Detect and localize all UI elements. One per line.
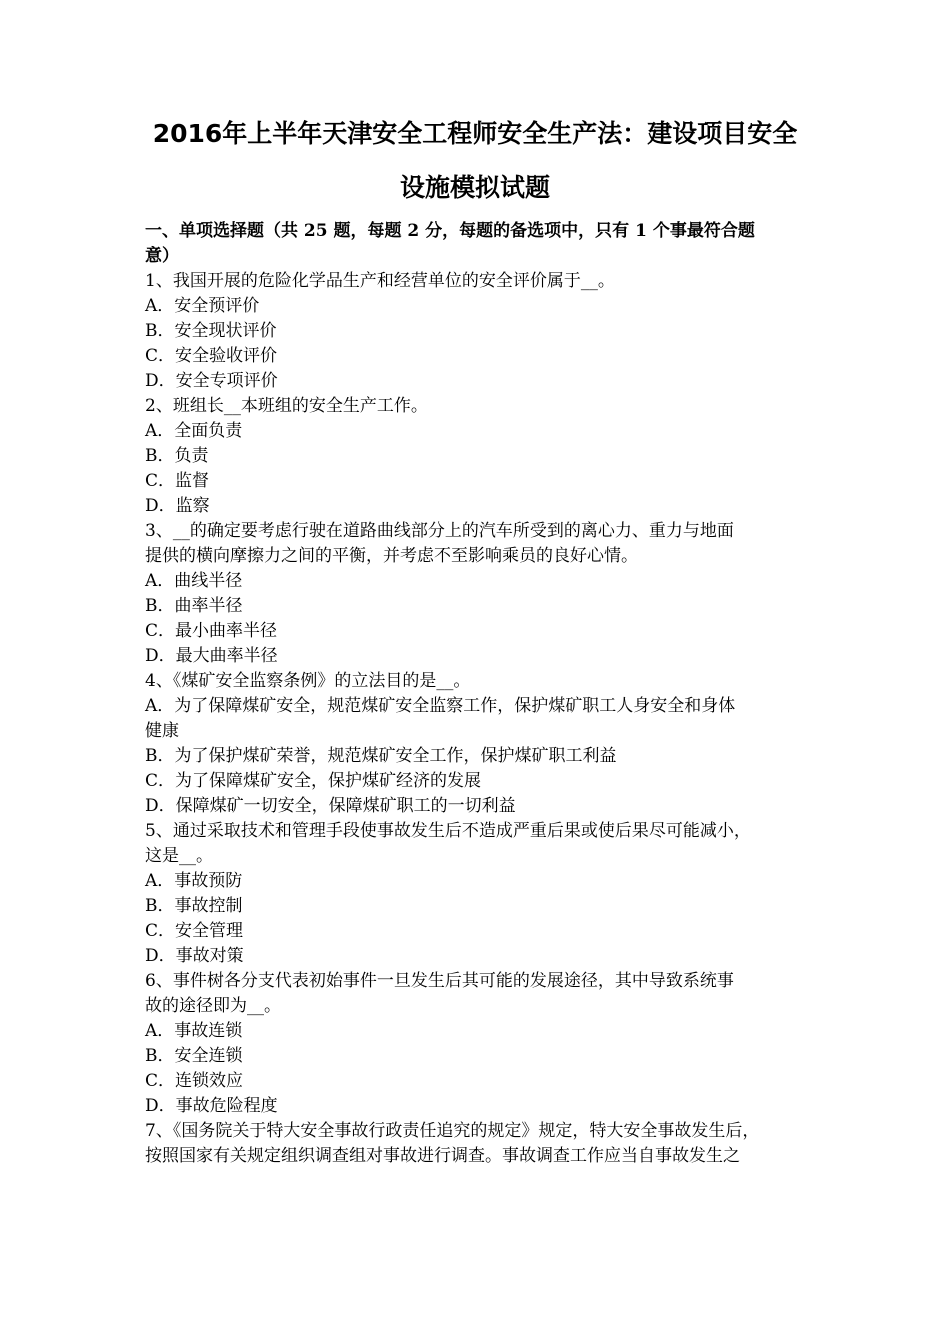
answer-option: C．连锁效应 bbox=[145, 1071, 244, 1091]
question-text: 6、事件树各分支代表初始事件一旦发生后其可能的发展途径，其中导致系统事 bbox=[145, 971, 734, 991]
question-text: 提供的横向摩擦力之间的平衡，并考虑不至影响乘员的良好心情。 bbox=[145, 546, 638, 566]
answer-option: B．安全现状评价 bbox=[145, 321, 277, 341]
answer-option: D．保障煤矿一切安全，保障煤矿职工的一切利益 bbox=[145, 796, 516, 816]
answer-option: 健康 bbox=[145, 721, 179, 741]
answer-option: B．负责 bbox=[145, 446, 209, 466]
answer-option: B．曲率半径 bbox=[145, 596, 243, 616]
answer-option: D．事故对策 bbox=[145, 946, 244, 966]
question-text: 7、《国务院关于特大安全事故行政责任追究的规定》规定，特大安全事故发生后， bbox=[145, 1121, 760, 1141]
answer-option: C．为了保障煤矿安全，保护煤矿经济的发展 bbox=[145, 771, 482, 791]
answer-option: D．监察 bbox=[145, 496, 210, 516]
question-6 bbox=[145, 969, 810, 1119]
question-text: 1、我国开展的危险化学品生产和经营单位的安全评价属于__。 bbox=[145, 271, 615, 291]
question-text: 4、《煤矿安全监察条例》的立法目的是__。 bbox=[145, 671, 471, 691]
answer-option: A．全面负责 bbox=[145, 421, 243, 441]
answer-option: A．安全预评价 bbox=[145, 296, 260, 316]
document-body bbox=[145, 219, 810, 1169]
question-text: 按照国家有关规定组织调查组对事故进行调查。事故调查工作应当自事故发生之 bbox=[145, 1146, 740, 1166]
question-1 bbox=[145, 269, 810, 394]
section-heading-line: 一、单项选择题（共 25 题，每题 2 分，每题的备选项中，只有 1 个事最符合题 bbox=[145, 221, 755, 241]
question-text: 2、班组长__本班组的安全生产工作。 bbox=[145, 396, 428, 416]
answer-option: D．安全专项评价 bbox=[145, 371, 278, 391]
question-text: 5、通过采取技术和管理手段使事故发生后不造成严重后果或使后果尽可能减小， bbox=[145, 821, 751, 841]
answer-option: C．监督 bbox=[145, 471, 210, 491]
question-7 bbox=[145, 1119, 810, 1169]
answer-option: C．安全验收评价 bbox=[145, 346, 278, 366]
answer-option: B．事故控制 bbox=[145, 896, 243, 916]
question-2 bbox=[145, 394, 810, 519]
question-5 bbox=[145, 819, 810, 969]
answer-option: C．最小曲率半径 bbox=[145, 621, 278, 641]
document-title-line-2: 设施模拟试题 bbox=[399, 173, 550, 202]
question-text: 3、__的确定要考虑行驶在道路曲线部分上的汽车所受到的离心力、重力与地面 bbox=[145, 521, 734, 541]
answer-option: A．事故预防 bbox=[145, 871, 243, 891]
document-title-line-1: 2016年上半年天津安全工程师安全生产法：建设项目安全 bbox=[152, 119, 798, 148]
answer-option: B．为了保护煤矿荣誉，规范煤矿安全工作，保护煤矿职工利益 bbox=[145, 746, 617, 766]
answer-option: D．事故危险程度 bbox=[145, 1096, 278, 1116]
answer-option: D．最大曲率半径 bbox=[145, 646, 278, 666]
answer-option: A．曲线半径 bbox=[145, 571, 243, 591]
answer-option: A．为了保障煤矿安全，规范煤矿安全监察工作，保护煤矿职工人身安全和身体 bbox=[145, 696, 736, 716]
answer-option: C．安全管理 bbox=[145, 921, 244, 941]
question-text: 这是__。 bbox=[145, 846, 213, 866]
question-text: 故的途径即为__。 bbox=[145, 996, 281, 1016]
question-3 bbox=[145, 519, 810, 669]
answer-option: A．事故连锁 bbox=[145, 1021, 243, 1041]
section-heading bbox=[145, 219, 810, 269]
answer-option: B．安全连锁 bbox=[145, 1046, 243, 1066]
section-heading-line: 意） bbox=[145, 246, 179, 266]
question-4 bbox=[145, 669, 810, 819]
